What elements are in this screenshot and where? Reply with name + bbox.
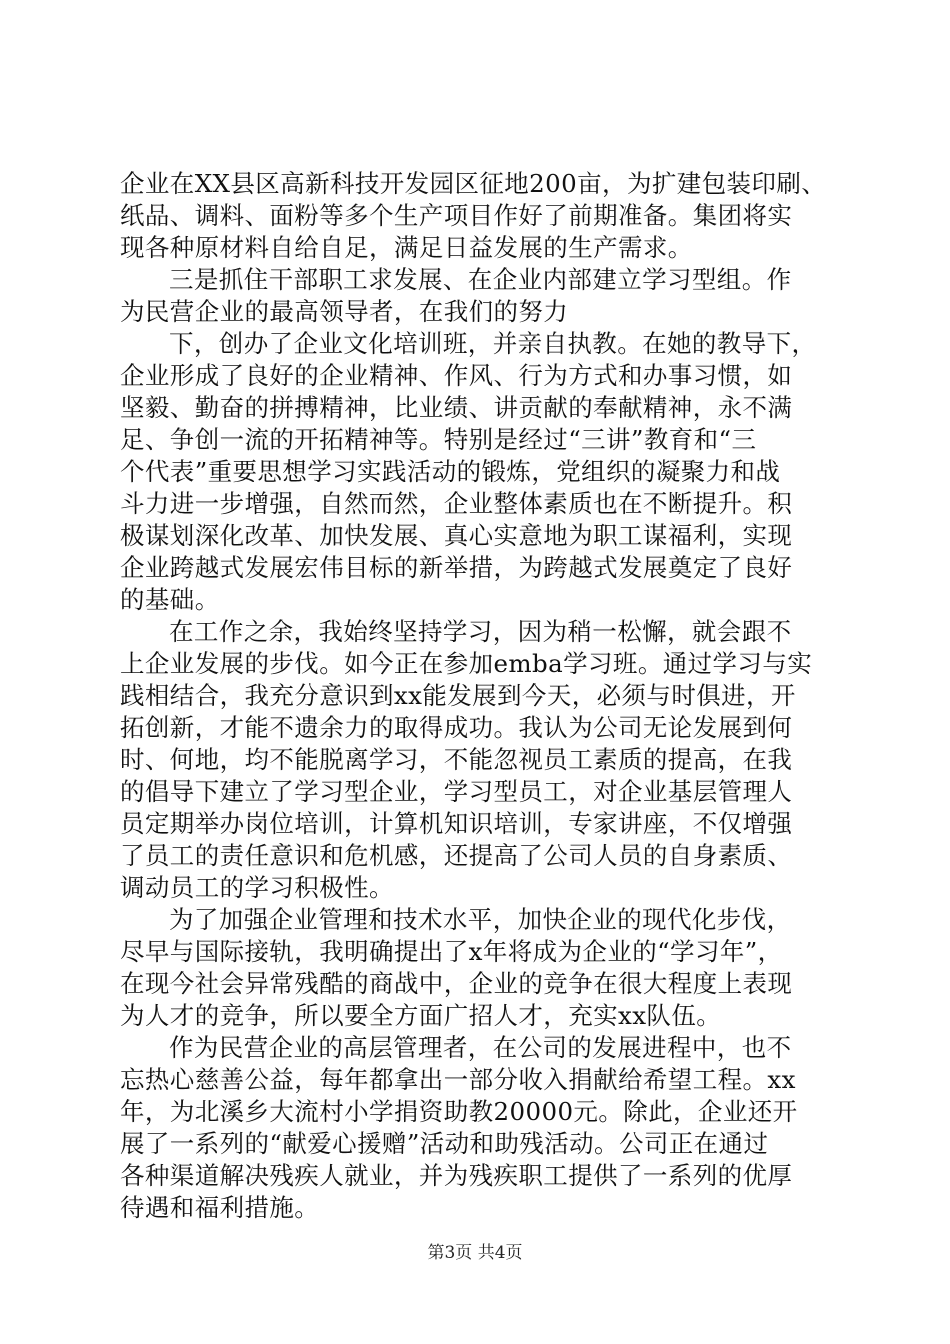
text-line: 忘热心慈善公益，每年都拿出一部分收入捐献给希望工程。xx [120,1065,796,1094]
document-body [120,168,836,1224]
text-line: 下，创办了企业文化培训班，并亲自执教。在她的教导下， [169,329,817,358]
text-line: 员定期举办岗位培训，计算机知识培训，专家讲座，不仅增强 [120,809,793,838]
text-line: 纸品、调料、面粉等多个生产项目作好了前期准备。集团将实 [120,201,793,230]
text-line: 在现今社会异常残酷的商战中，企业的竞争在很大程度上表现 [120,969,793,998]
text-line: 尽早与国际接轨，我明确提出了x年将成为企业的“学习年”， [120,937,783,966]
text-line: 企业在XX县区高新科技开发园区征地200亩，为扩建包装印刷、 [120,169,827,198]
text-line: 为人才的竞争，所以要全方面广招人才，充实xx队伍。 [120,1001,722,1030]
text-line: 时、何地，均不能脱离学习，不能忽视员工素质的提高，在我 [120,745,793,774]
text-line: 待遇和福利措施。 [120,1193,320,1222]
text-line: 上企业发展的步伐。如今正在参加emba学习班。通过学习与实 [120,649,813,678]
text-line: 企业跨越式发展宏伟目标的新举措，为跨越式发展奠定了良好 [120,553,793,582]
text-line: 拓创新，才能不遗余力的取得成功。我认为公司无论发展到何 [120,713,793,742]
text-line: 极谋划深化改革、加快发展、真心实意地为职工谋福利，实现 [120,521,793,550]
text-line: 三是抓住干部职工求发展、在企业内部建立学习型组。作 [169,265,792,294]
text-line: 现各种原材料自给自足，满足日益发展的生产需求。 [120,233,693,262]
text-line: 个代表”重要思想学习实践活动的锻炼，党组织的凝聚力和战 [120,457,781,486]
text-line: 企业形成了良好的企业精神、作风、行为方式和办事习惯，如 [120,361,793,390]
text-line: 展了一系列的“献爱心援赠”活动和助残活动。公司正在通过 [120,1129,769,1158]
text-line: 作为民营企业的高层管理者，在公司的发展进程中，也不 [169,1033,792,1062]
text-line: 在工作之余，我始终坚持学习，因为稍一松懈，就会跟不 [169,617,792,646]
text-line: 年，为北溪乡大流村小学捐资助教20000元。除此，企业还开 [120,1097,798,1126]
page-footer: 第3页 共4页 [427,1243,523,1263]
text-line: 践相结合，我充分意识到xx能发展到今天，必须与时俱进，开 [120,681,796,710]
text-line: 的基础。 [120,585,220,614]
text-line: 了员工的责任意识和危机感，还提高了公司人员的自身素质、 [120,841,793,870]
text-line: 的倡导下建立了学习型企业，学习型员工，对企业基层管理人 [120,777,793,806]
text-line: 为了加强企业管理和技术水平，加快企业的现代化步伐， [169,905,792,934]
text-line: 为民营企业的最高领导者，在我们的努力 [120,297,569,326]
text-line: 足、争创一流的开拓精神等。特别是经过“三讲”教育和“三 [120,425,757,454]
text-line: 坚毅、勤奋的拼搏精神，比业绩、讲贡献的奉献精神，永不满 [120,393,793,422]
text-line: 各种渠道解决残疾人就业，并为残疾职工提供了一系列的优厚 [120,1161,793,1190]
text-line: 调动员工的学习积极性。 [120,873,394,902]
text-line: 斗力进一步增强，自然而然，企业整体素质也在不断提升。积 [120,489,793,518]
